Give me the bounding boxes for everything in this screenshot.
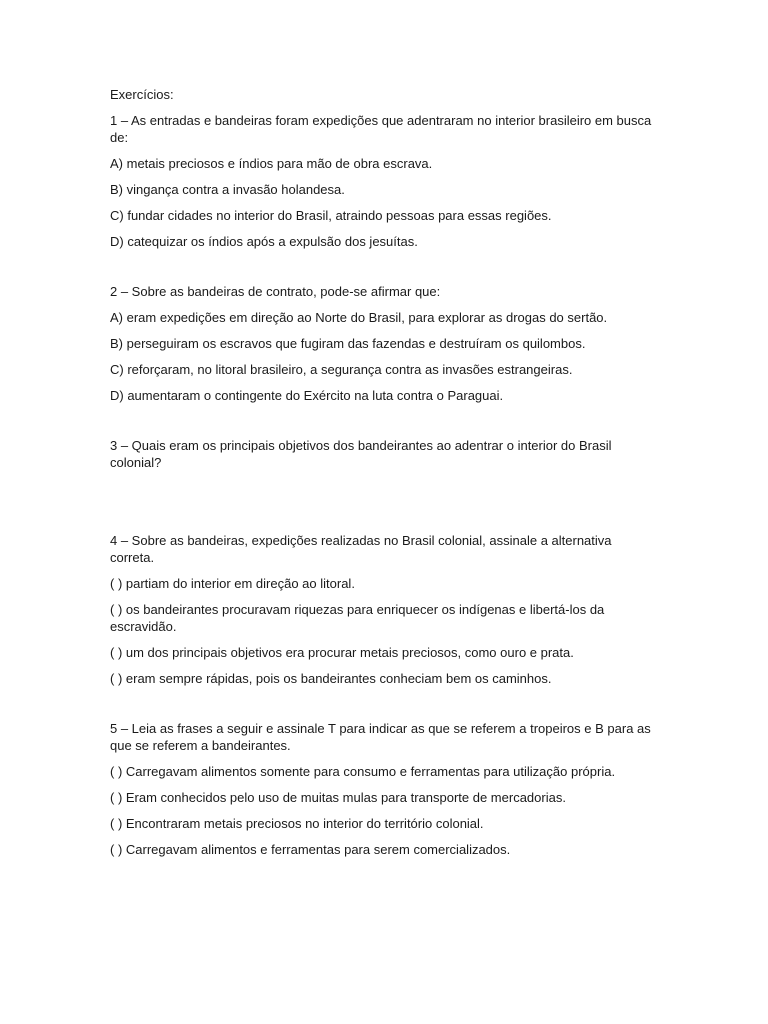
question-5 xyxy=(110,720,655,858)
question-5-option-1: ( ) Carregavam alimentos somente para consumo e ferramentas para utilização própria. xyxy=(110,764,616,779)
document-body xyxy=(110,86,655,867)
question-2-option-d: D) aumentaram o contingente do Exército na luta contra o Paraguai. xyxy=(110,388,504,403)
question-4-option-4: ( ) eram sempre rápidas, pois os bandeirantes conheciam bem os caminhos. xyxy=(110,671,552,686)
question-2 xyxy=(110,283,655,404)
question-4-option-1: ( ) partiam do interior em direção ao litoral. xyxy=(110,576,355,591)
question-4-option-3: ( ) um dos principais objetivos era procurar metais preciosos, como ouro e prata. xyxy=(110,645,574,660)
question-1-option-b: B) vingança contra a invasão holandesa. xyxy=(110,182,345,197)
question-4-text: 4 – Sobre as bandeiras, expedições realizadas no Brasil colonial, assinale a alternativa correta. xyxy=(110,533,612,565)
question-3-text: 3 – Quais eram os principais objetivos dos bandeirantes ao adentrar o interior do Brasil colonial? xyxy=(110,438,612,470)
question-1-option-a: A) metais preciosos e índios para mão de obra escrava. xyxy=(110,156,433,171)
question-2-option-b: B) perseguiram os escravos que fugiram das fazendas e destruíram os quilombos. xyxy=(110,336,586,351)
question-4-option-2: ( ) os bandeirantes procuravam riquezas para enriquecer os indígenas e libertá-los da escravidão. xyxy=(110,602,605,634)
question-5-option-4: ( ) Carregavam alimentos e ferramentas para serem comercializados. xyxy=(110,842,511,857)
question-1 xyxy=(110,112,655,250)
question-5-option-3: ( ) Encontraram metais preciosos no interior do território colonial. xyxy=(110,816,484,831)
question-1-option-c: C) fundar cidades no interior do Brasil, atraindo pessoas para essas regiões. xyxy=(110,208,552,223)
document-heading: Exercícios: xyxy=(110,87,174,102)
question-3 xyxy=(110,437,655,471)
question-2-text: 2 – Sobre as bandeiras de contrato, pode-se afirmar que: xyxy=(110,284,441,299)
question-2-option-c: C) reforçaram, no litoral brasileiro, a segurança contra as invasões estrangeiras. xyxy=(110,362,573,377)
question-1-option-d: D) catequizar os índios após a expulsão dos jesuítas. xyxy=(110,234,418,249)
question-5-option-2: ( ) Eram conhecidos pelo uso de muitas mulas para transporte de mercadorias. xyxy=(110,790,566,805)
question-2-option-a: A) eram expedições em direção ao Norte do Brasil, para explorar as drogas do sertão. xyxy=(110,310,608,325)
question-5-text: 5 – Leia as frases a seguir e assinale T para indicar as que se referem a tropeiros e B para as que se referem a bandeirantes. xyxy=(110,721,651,753)
question-4 xyxy=(110,532,655,687)
question-1-text: 1 – As entradas e bandeiras foram expedições que adentraram no interior brasileiro em busca de: xyxy=(110,113,652,145)
